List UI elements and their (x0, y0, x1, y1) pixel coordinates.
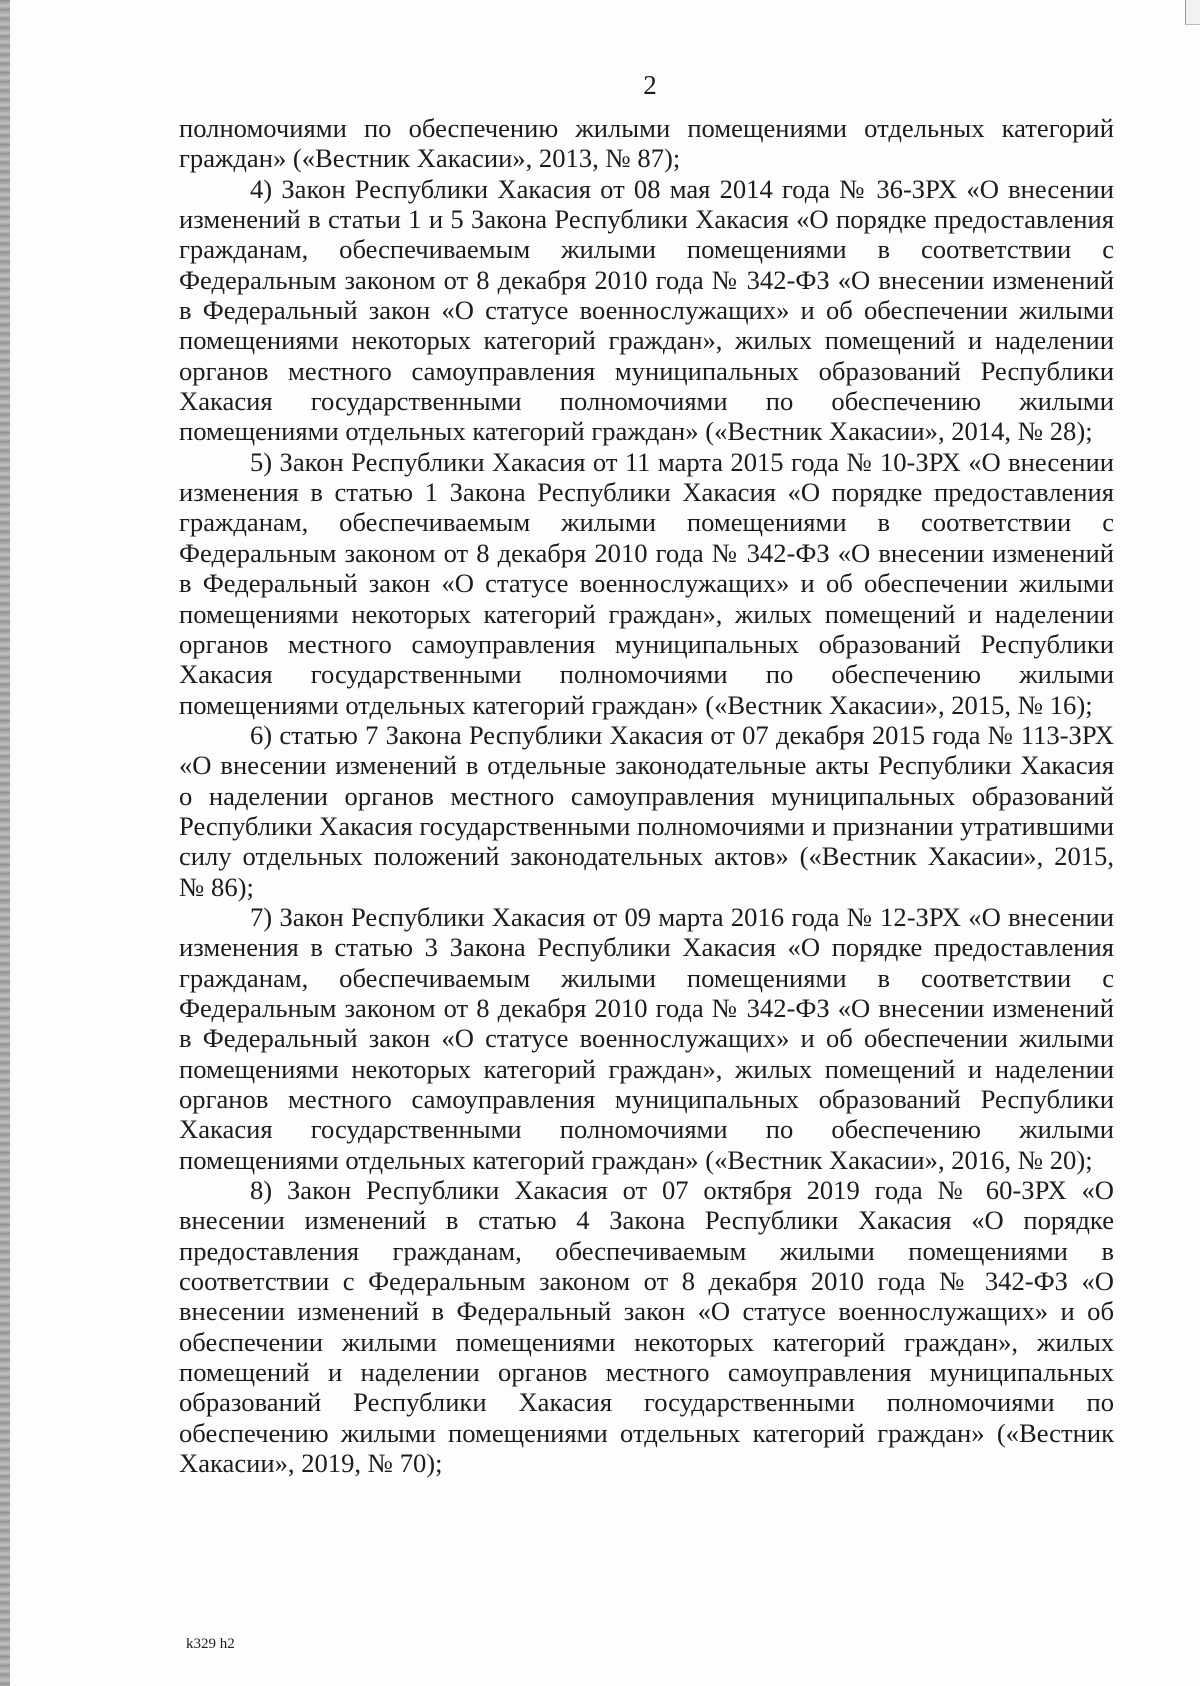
list-item-5: 5) Закон Республики Хакасия от 11 марта 2015 года № 10-ЗРХ «О внесении изменения в статью 1 Закона Республики Хакасия «О порядке предоставления гражданам, обеспечиваемым жилыми помещениями в соответствии с Федеральным законом от 8 декабря 2010 года № 342-ФЗ «О внесении изменений в Федеральный закон «О статусе военнослужащих» и об обеспечении жилыми помещениями некоторых категорий граждан», жилых помещений и наделении органов местного самоуправления муниципальных образований Республики Хакасия государственными полномочиями по обеспечению жилыми помещениями отдельных категорий граждан» («Вестник Хакасии», 2015, № 16); (179, 446, 1114, 720)
list-item-7: 7) Закон Республики Хакасия от 09 марта 2016 года № 12-ЗРХ «О внесении изменения в статью 3 Закона Республики Хакасия «О порядке предоставления гражданам, обеспечиваемым жилыми помещениями в соответствии с Федеральным законом от 8 декабря 2010 года № 342-ФЗ «О внесении изменений в Федеральный закон «О статусе военнослужащих» и об обеспечении жилыми помещениями некоторых категорий граждан», жилых помещений и наделении органов местного самоуправления муниципальных образований Республики Хакасия государственными полномочиями по обеспечению жилыми помещениями отдельных категорий граждан» («Вестник Хакасии», 2016, № 20); (179, 901, 1114, 1175)
list-item-8: 8) Закон Республики Хакасия от 07 октября 2019 года № 60-ЗРХ «О внесении изменений в статью 4 Закона Республики Хакасия «О порядке предоставления гражданам, обеспечиваемым жилыми помещениями в соответствии с Федеральным законом от 8 декабря 2010 года № 342-ФЗ «О внесении изменений в Федеральный закон «О статусе военнослужащих» и об обеспечении жилыми помещениями некоторых категорий граждан», жилых помещений и наделении органов местного самоуправления муниципальных образований Республики Хакасия государственными полномочиями по обеспечению жилыми помещениями отдельных категорий граждан» («Вестник Хакасии», 2019, № 70); (179, 1175, 1114, 1479)
scan-left-edge (0, 0, 10, 1686)
list-item-4: 4) Закон Республики Хакасия от 08 мая 2014 года № 36-ЗРХ «О внесении изменений в статьи 1 и 5 Закона Республики Хакасия «О порядке предоставления гражданам, обеспечиваемым жилыми помещениями в соответствии с Федеральным законом от 8 декабря 2010 года № 342-ФЗ «О внесении изменений в Федеральный закон «О статусе военнослужащих» и об обеспечении жилыми помещениями некоторых категорий граждан», жилых помещений и наделении органов местного самоуправления муниципальных образований Республики Хакасия государственными полномочиями по обеспечению жилыми помещениями отдельных категорий граждан» («Вестник Хакасии», 2014, № 28); (179, 173, 1114, 447)
list-item-6: 6) статью 7 Закона Республики Хакасия от 07 декабря 2015 года № 113-ЗРХ «О внесении изменений в отдельные законодательные акты Республики Хакасия о наделении органов местного самоуправления муниципальных образований Республики Хакасия государственными полномочиями и признании утратившими силу отдельных положений законодательных актов» («Вестник Хакасии», 2015, № 86); (179, 719, 1114, 902)
page-number: 2 (643, 70, 657, 100)
scan-top-right-corner (1185, 0, 1200, 25)
paragraph-continuation: полномочиями по обеспечению жилыми помещениями отдельных категорий граждан» («Вестник Хакасии», 2013, № 87); (179, 113, 1114, 174)
footer-document-code: k329 h2 (186, 1636, 235, 1652)
document-body (179, 113, 1114, 1478)
